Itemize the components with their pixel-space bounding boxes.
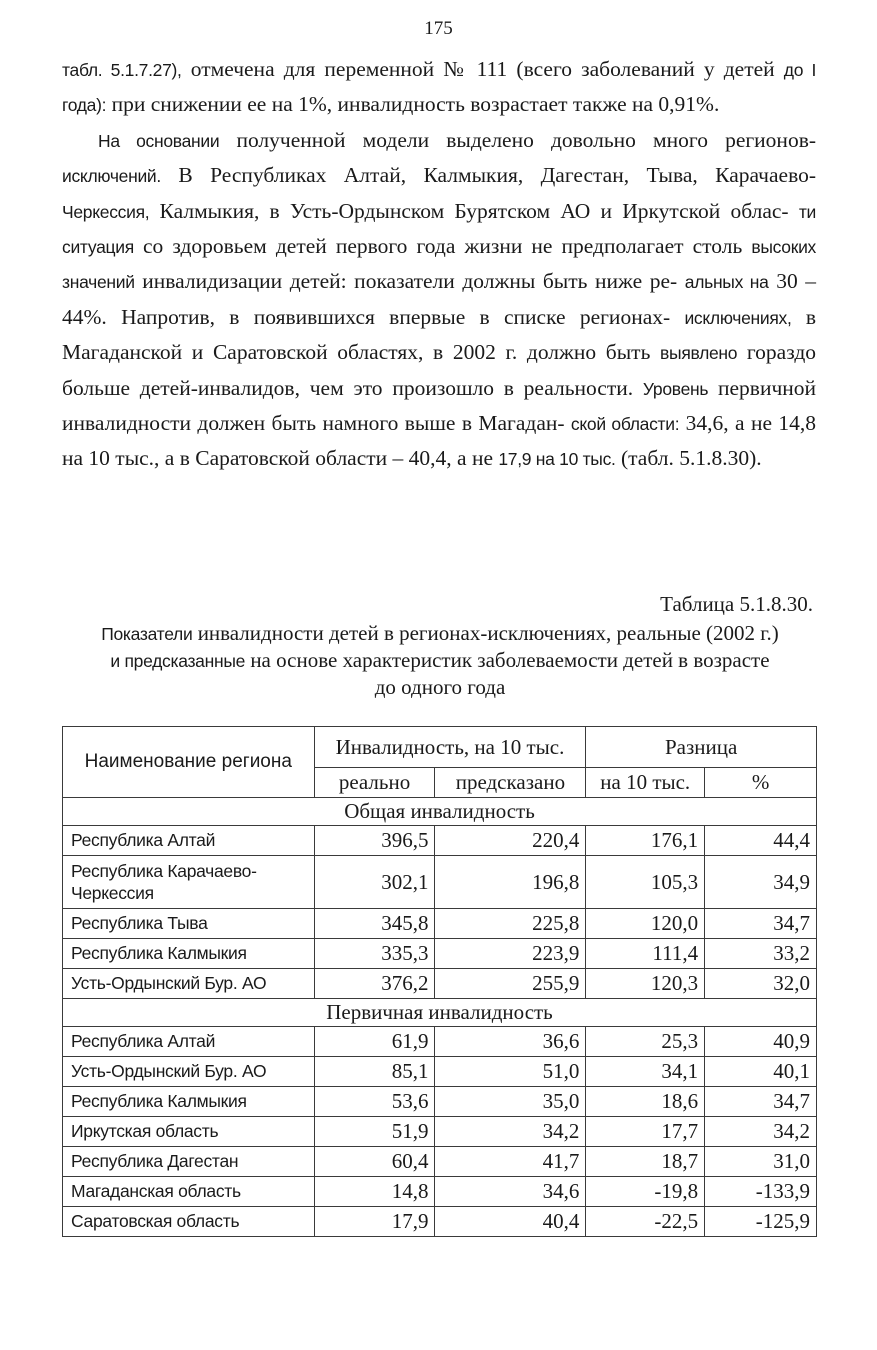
text-fragment: полученной модели выделено довольно много регионов- (219, 127, 817, 152)
text-fragment: (табл. 5.1.8.30). (615, 446, 762, 471)
text-fragment: выявлено (660, 343, 738, 364)
text-fragment: табл. 5.1.7.27), (62, 60, 182, 80)
region-cell: Иркутская область (63, 1117, 315, 1147)
table-row (63, 1117, 817, 1147)
percent-cell: 40,9 (705, 1027, 817, 1057)
percent-cell: -125,9 (705, 1207, 817, 1237)
table-row (63, 1087, 817, 1117)
predicted-value-cell: 220,4 (435, 826, 586, 856)
region-cell: Республика Калмыкия (63, 939, 315, 969)
difference-cell: 25,3 (586, 1027, 705, 1057)
difference-cell: 105,3 (586, 856, 705, 909)
disability-table (62, 726, 817, 1237)
text-fragment: до I года): (62, 60, 817, 116)
table-row (63, 1057, 817, 1087)
region-cell: Усть-Ордынский Бур. АО (63, 969, 315, 999)
percent-cell: 34,2 (705, 1117, 817, 1147)
percent-cell: 32,0 (705, 969, 817, 999)
paragraph-2 (62, 123, 816, 477)
real-value-cell: 396,5 (314, 826, 435, 856)
caption-line (50, 647, 830, 674)
text-fragment: 17,9 на 10 тыс. (498, 449, 616, 470)
table-label: Таблица 5.1.8.30. (660, 592, 813, 616)
region-cell: Республика Калмыкия (63, 1087, 315, 1117)
region-cell: Саратовская область (63, 1207, 315, 1237)
text-fragment: ской области: (570, 414, 680, 435)
real-value-cell: 53,6 (314, 1087, 435, 1117)
region-cell: Республика Карачаево-Черкессия (63, 856, 315, 909)
predicted-value-cell: 40,4 (435, 1207, 586, 1237)
text-fragment: высоких значений (62, 237, 816, 293)
percent-cell: 44,4 (705, 826, 817, 856)
difference-cell: 120,0 (586, 909, 705, 939)
region-cell: Республика Алтай (63, 826, 315, 856)
difference-cell: 17,7 (586, 1117, 705, 1147)
region-cell: Усть-Ордынский Бур. АО (63, 1057, 315, 1087)
predicted-value-cell: 51,0 (435, 1057, 586, 1087)
region-cell: Магаданская область (63, 1177, 315, 1207)
text-fragment: Черкессия, (62, 201, 150, 222)
difference-cell: -19,8 (586, 1177, 705, 1207)
text-fragment: в Магаданской и Саратовской областях, в 2002 г. должно быть (62, 304, 816, 365)
text-fragment: первичной инвалидности должен быть намного выше в Магадан- (62, 375, 817, 436)
table-body (63, 798, 817, 1237)
text-fragment: инвалидности детей в регионах-исключениях, реальные (2002 г.) (192, 621, 779, 645)
real-value-cell: 302,1 (314, 856, 435, 909)
text-fragment: исключений. (62, 166, 161, 187)
difference-cell: 176,1 (586, 826, 705, 856)
section-row (63, 999, 817, 1027)
real-value-cell: 14,8 (314, 1177, 435, 1207)
percent-cell: 34,7 (705, 909, 817, 939)
difference-cell: -22,5 (586, 1207, 705, 1237)
percent-cell: 31,0 (705, 1147, 817, 1177)
caption-line (50, 620, 830, 647)
predicted-value-cell: 36,6 (435, 1027, 586, 1057)
real-value-cell: 17,9 (314, 1207, 435, 1237)
header-region: Наименование региона (63, 727, 315, 798)
section-title: Первичная инвалидность (63, 999, 817, 1027)
text-fragment: На основании (98, 130, 220, 151)
header-predicted: предсказано (435, 768, 586, 798)
predicted-value-cell: 223,9 (435, 939, 586, 969)
table-row (63, 826, 817, 856)
percent-cell: 34,7 (705, 1087, 817, 1117)
header-percent: % (705, 768, 817, 798)
header-difference: Разница (586, 727, 817, 768)
real-value-cell: 345,8 (314, 909, 435, 939)
table-row (63, 1147, 817, 1177)
table-row (63, 969, 817, 999)
body-text (62, 52, 816, 477)
header-disability: Инвалидность, на 10 тыс. (314, 727, 586, 768)
table-row (63, 1177, 817, 1207)
text-fragment: 34,6, а не 14,8 на 10 тыс., а в Саратовской области – 40,4, а не (62, 411, 817, 471)
real-value-cell: 85,1 (314, 1057, 435, 1087)
real-value-cell: 376,2 (314, 969, 435, 999)
real-value-cell: 61,9 (314, 1027, 435, 1057)
table-row (63, 856, 817, 909)
region-cell: Республика Алтай (63, 1027, 315, 1057)
text-fragment: ти ситуация (62, 201, 817, 258)
difference-cell: 34,1 (586, 1057, 705, 1087)
page-number: 175 (424, 18, 453, 39)
difference-cell: 18,7 (586, 1147, 705, 1177)
table-row (63, 1207, 817, 1237)
paragraph-1 (62, 52, 816, 123)
caption-line: до одного года (374, 675, 506, 699)
header-real: реально (314, 768, 435, 798)
difference-cell: 120,3 (586, 969, 705, 999)
percent-cell: 40,1 (705, 1057, 817, 1087)
predicted-value-cell: 41,7 (435, 1147, 586, 1177)
text-fragment: при снижении ее на 1%, инвалидность возрастает также на 0,91%. (106, 92, 720, 117)
text-fragment: Уровень (642, 378, 709, 399)
table-caption (50, 620, 830, 700)
text-fragment: 30 – 44%. Напротив, в появившихся впервые в списке регионах- (62, 269, 817, 329)
predicted-value-cell: 34,6 (435, 1177, 586, 1207)
percent-cell: 33,2 (705, 939, 817, 969)
real-value-cell: 51,9 (314, 1117, 435, 1147)
text-fragment: на основе характеристик заболеваемости детей в возрасте (245, 648, 770, 672)
text-fragment: исключениях, (684, 307, 792, 328)
header-per-10k: на 10 тыс. (586, 768, 705, 798)
predicted-value-cell: 255,9 (435, 969, 586, 999)
text-fragment: и предсказанные (110, 651, 246, 671)
text-fragment: В Республиках Алтай, Калмыкия, Дагестан, Тыва, Карачаево- (160, 163, 816, 188)
text-fragment: гораздо больше детей-инвалидов, чем это произошло в реальности. (62, 340, 817, 400)
section-title: Общая инвалидность (63, 798, 817, 826)
predicted-value-cell: 35,0 (435, 1087, 586, 1117)
table-row (63, 909, 817, 939)
difference-cell: 111,4 (586, 939, 705, 969)
text-fragment: инвалидизации детей: показатели должны быть ниже ре- (134, 269, 678, 294)
real-value-cell: 60,4 (314, 1147, 435, 1177)
percent-cell: -133,9 (705, 1177, 817, 1207)
region-cell: Республика Дагестан (63, 1147, 315, 1177)
table-row (63, 1027, 817, 1057)
region-cell: Республика Тыва (63, 909, 315, 939)
predicted-value-cell: 196,8 (435, 856, 586, 909)
text-fragment: Калмыкия, в Усть-Ордынском Бурятском АО и Иркутской облас- (149, 198, 789, 223)
text-fragment: альных на (684, 272, 769, 293)
predicted-value-cell: 225,8 (435, 909, 586, 939)
section-row (63, 798, 817, 826)
text-fragment: отмечена для переменной № 111 (всего заболеваний у детей (181, 57, 775, 81)
text-fragment: Показатели (101, 624, 193, 644)
difference-cell: 18,6 (586, 1087, 705, 1117)
predicted-value-cell: 34,2 (435, 1117, 586, 1147)
real-value-cell: 335,3 (314, 939, 435, 969)
table-row (63, 939, 817, 969)
percent-cell: 34,9 (705, 856, 817, 909)
text-fragment: со здоровьем детей первого года жизни не предполагает столь (133, 234, 743, 259)
